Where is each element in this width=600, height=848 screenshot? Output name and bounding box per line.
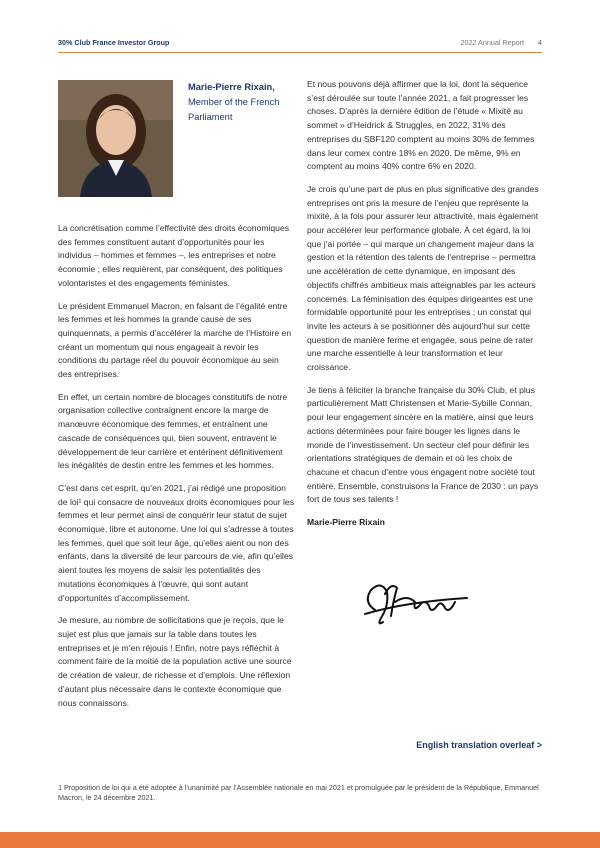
header-right — [460, 38, 542, 47]
report-title: 2022 Annual Report — [460, 38, 524, 47]
handwritten-signature — [355, 572, 475, 632]
translation-link[interactable]: English translation overleaf > — [416, 740, 542, 750]
caption-name: Marie-Pierre Rixain, — [188, 82, 275, 92]
paragraph: Et nous pouvons déjà affirmer que la loi, dont la séquence s’est déroulée sur toute l’année 2021, a fait progresser les choses. D’après la dernière édition de l’étude « Mixité au sommet » d’Heidrick & Struggles, en 2022, 31% des entreprises du SBF120 comptent au moins 30% de femmes dans leur comex contre 18% en 2020. De même, 9% en comptent au moins 40% contre 6% en 2020. — [307, 79, 535, 172]
right-column — [307, 78, 543, 539]
brand-name: 30% Club France Investor Group — [58, 38, 170, 47]
left-column — [58, 222, 294, 719]
page-header — [58, 38, 542, 52]
paragraph: Je mesure, au nombre de sollicitations que je reçois, que le sujet est plus que jamais sur la table dans toutes les entreprises et je m’en réjouis ! Enfin, notre pays réfléchit à comment faire de la moitié de la population active une source de création de valeur, de richesse et d’emplois. Une réflexion d’autant plus nécessaire dans le contexte économique que nous connaissons. — [58, 615, 292, 708]
caption-role: Member of the French Parliament — [188, 97, 280, 122]
photo-caption — [188, 80, 298, 125]
paragraph: En effet, un certain nombre de blocages constitutifs de notre organisation collective contraignent encore la marge de manœuvre économique des femmes, et entraînent une cascade de conséquences qui, bien souvent, entravent le développement de leur carrière et entérinent définitivement les inégalités de destin entre les femmes et les hommes. — [58, 391, 288, 471]
paragraph: Je crois qu’une part de plus en plus significative des grandes entreprises ont pris la mesure de l’enjeu que représente la mixité, à la fois pour assurer leur attractivité, mais également pour accélérer leur performance globale. À cet égard, la loi que j’ai portée – qui marque un changement majeur dans la gestion et la rétention des talents de l’entreprise – permettra une accélération de cette dynamique, en imposant des objectifs chiffrés ambitieux mais atteignables par les acteurs concernés. La féminisation des équipes dirigeantes est une formidable opportunité pour les entreprises ; un constat qui invite les acteurs à se positionner dès aujourd’hui sur cette question de manière ferme et engagée, sous peine de rater une marche essentielle à leur transformation et leur croissance. — [307, 183, 539, 373]
footnote: 1 Proposition de loi qui a été adoptée à l’unanimité par l’Assemblée nationale en mai 2021 et promulguée par le président de la République, Emmanuel Macron, le 24 décembre 2021. — [58, 783, 539, 802]
paragraph: Je tiens à féliciter la branche française du 30% Club, et plus particulièrement Matt Christensen et Marie-Sybille Connan, pour leur engagement sincère en la matière, ainsi que leurs actions déterminées pour faire bouger les lignes dans le monde de l’investissement. Un secteur clef pour définir les orientations stratégiques de demain et où les choix de chacune et chacun d’entre vous engagent notre société tout entière. Ensemble, construisons la France de 2030 : un pays fort de tous ses talents ! — [307, 384, 539, 505]
footer-bar — [0, 832, 600, 848]
header-rule — [58, 52, 542, 53]
paragraph: La concrétisation comme l’effectivité des droits économiques des femmes constituent autant d’opportunités pour les individus – hommes et femmes –, les entreprises et notre économie ; elles requièrent, par conséquent, des politiques volontaristes et des engagements féministes. — [58, 223, 290, 288]
portrait-photo — [58, 80, 173, 197]
paragraph: C’est dans cet esprit, qu’en 2021, j’ai rédigé une proposition de loi¹ qui consacre de nouveaux droits économiques pour les femmes et leur permet ainsi de conquérir leur statut de sujet économique, libre et autonome. Une loi qui s’adresse à toutes les femmes, quel que soit leur âge, qu’elles aient ou non des enfants, dans la diversité de leur parcours de vie, afin qu’elles aient toutes les moyens de saisir les potentialités des mutations économiques à l’œuvre, qui sont autant d’opportunités d’accomplissement. — [58, 482, 294, 603]
signoff-name: Marie-Pierre Rixain — [307, 517, 385, 528]
page-number: 4 — [538, 38, 542, 47]
paragraph: Le président Emmanuel Macron, en faisant de l’égalité entre les femmes et les hommes la grande cause de ses quinquennats, a permis d’accélérer la marche de l’Histoire en créant un momentum qui nous engageait à revoir les conditions du partage réel du pouvoir économique au sein des entreprises. — [58, 300, 292, 380]
